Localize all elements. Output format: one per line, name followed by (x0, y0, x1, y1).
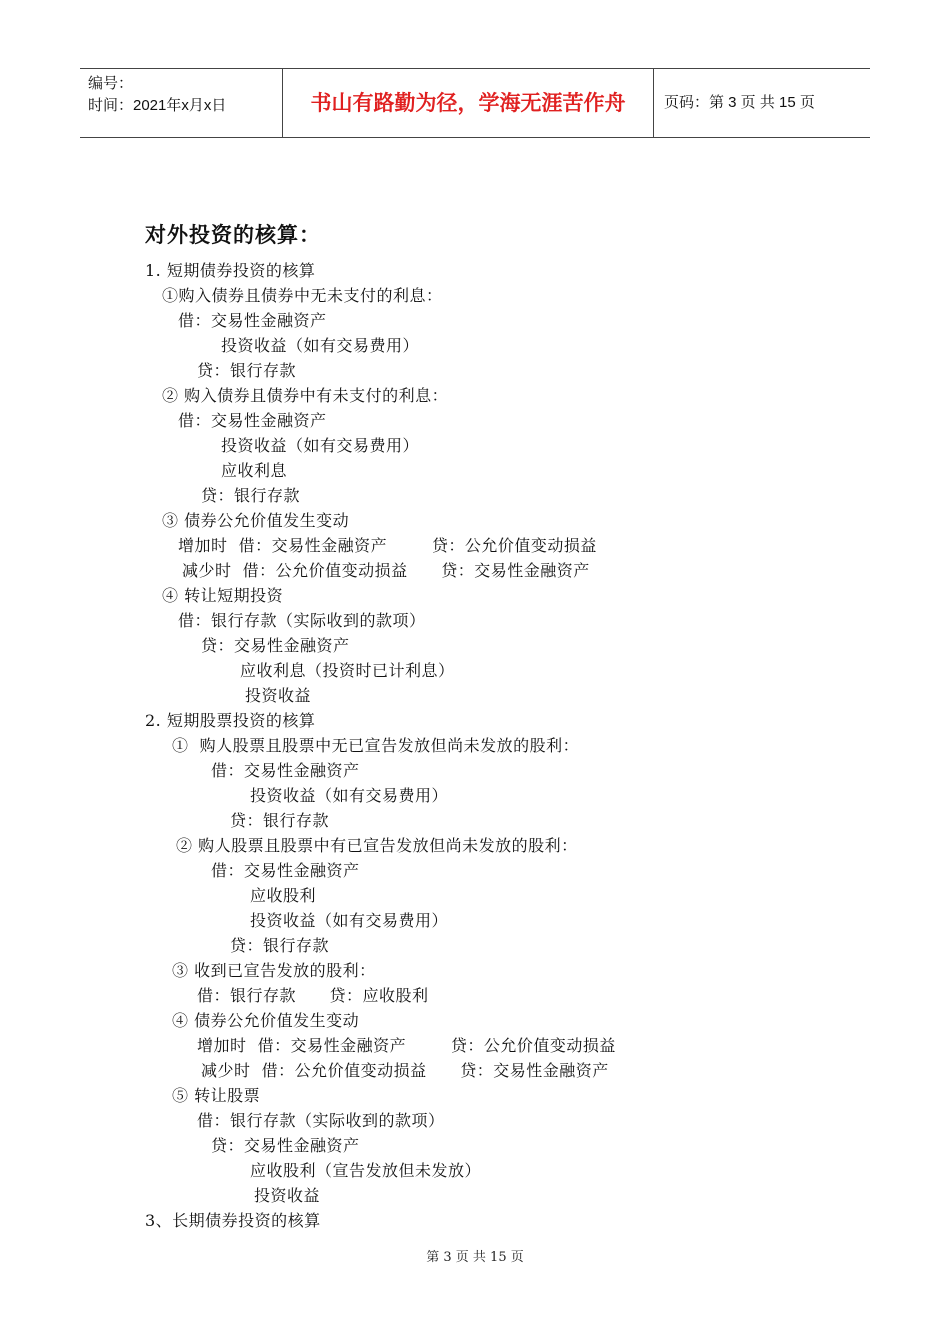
entry-line: 投资收益（如有交易费用） (221, 436, 420, 455)
entry-line: 贷：银行存款 (230, 811, 330, 830)
entry-line: 减少时 借：公允价值变动损益 贷：交易性金融资产 (182, 561, 590, 580)
date-label: 时间：2021年x月x日 (88, 97, 227, 114)
entry-line: 投资收益（如有交易费用） (250, 911, 449, 930)
entry-line: 贷：银行存款 (197, 361, 297, 380)
header-page-info: 页码：第 3 页 共 15 页 (664, 94, 815, 111)
sub-heading: ③ 债券公允价值发生变动 (162, 511, 350, 530)
entry-line: 减少时 借：公允价值变动损益 贷：交易性金融资产 (201, 1061, 609, 1080)
entry-line: 增加时 借：交易性金融资产 贷：公允价值变动损益 (178, 536, 597, 555)
entry-line: 借：交易性金融资产 (211, 861, 360, 880)
entry-line: 贷：交易性金融资产 (211, 1136, 360, 1155)
section-heading: 1. 短期债券投资的核算 (145, 261, 316, 280)
entry-line: 增加时 借：交易性金融资产 贷：公允价值变动损益 (197, 1036, 616, 1055)
sub-heading: ③ 收到已宣告发放的股利： (172, 961, 376, 980)
sub-heading: ④ 转让短期投资 (162, 586, 284, 605)
entry-line: 应收股利（宣告发放但未发放） (250, 1161, 482, 1180)
entry-line: 应收股利 (250, 886, 317, 905)
sub-heading: ⑤ 转让股票 (172, 1086, 261, 1105)
entry-line: 贷：银行存款 (230, 936, 330, 955)
entry-line: 应收利息（投资时已计利息） (240, 661, 455, 680)
section-heading: 3、长期债券投资的核算 (145, 1211, 321, 1230)
entry-line: 应收利息 (221, 461, 288, 480)
sub-heading: ① 购人股票且股票中无已宣告发放但尚未发放的股利： (172, 736, 580, 755)
header-meta (80, 69, 282, 137)
entry-line: 借：交易性金融资产 (211, 761, 360, 780)
entry-line: 借：交易性金融资产 (178, 411, 327, 430)
entry-line: 投资收益（如有交易费用） (221, 336, 420, 355)
header-motto: 书山有路勤为径，学海无涯苦作舟 (282, 69, 654, 137)
sub-heading: ② 购入债券且债券中有未支付的利息： (162, 386, 449, 405)
entry-line: 投资收益（如有交易费用） (250, 786, 449, 805)
entry-line: 借：交易性金融资产 (178, 311, 327, 330)
entry-line: 借：银行存款（实际收到的款项） (178, 611, 426, 630)
document-title: 对外投资的核算： (145, 222, 321, 247)
sub-heading: ④ 债券公允价值发生变动 (172, 1011, 360, 1030)
number-label: 编号： (88, 75, 134, 92)
entry-line: 贷：交易性金融资产 (201, 636, 350, 655)
entry-line: 借：银行存款（实际收到的款项） (197, 1111, 445, 1130)
entry-line: 借：银行存款 贷：应收股利 (197, 986, 429, 1005)
sub-heading: ①购入债券且债券中无未支付的利息： (162, 286, 443, 305)
section-heading: 2. 短期股票投资的核算 (145, 711, 316, 730)
sub-heading: ② 购人股票且股票中有已宣告发放但尚未发放的股利： (176, 836, 578, 855)
entry-line: 贷：银行存款 (201, 486, 301, 505)
page-header (80, 68, 870, 138)
entry-line: 投资收益 (245, 686, 312, 705)
entry-line: 投资收益 (254, 1186, 321, 1205)
page-footer: 第 3 页 共 15 页 (426, 1250, 524, 1265)
